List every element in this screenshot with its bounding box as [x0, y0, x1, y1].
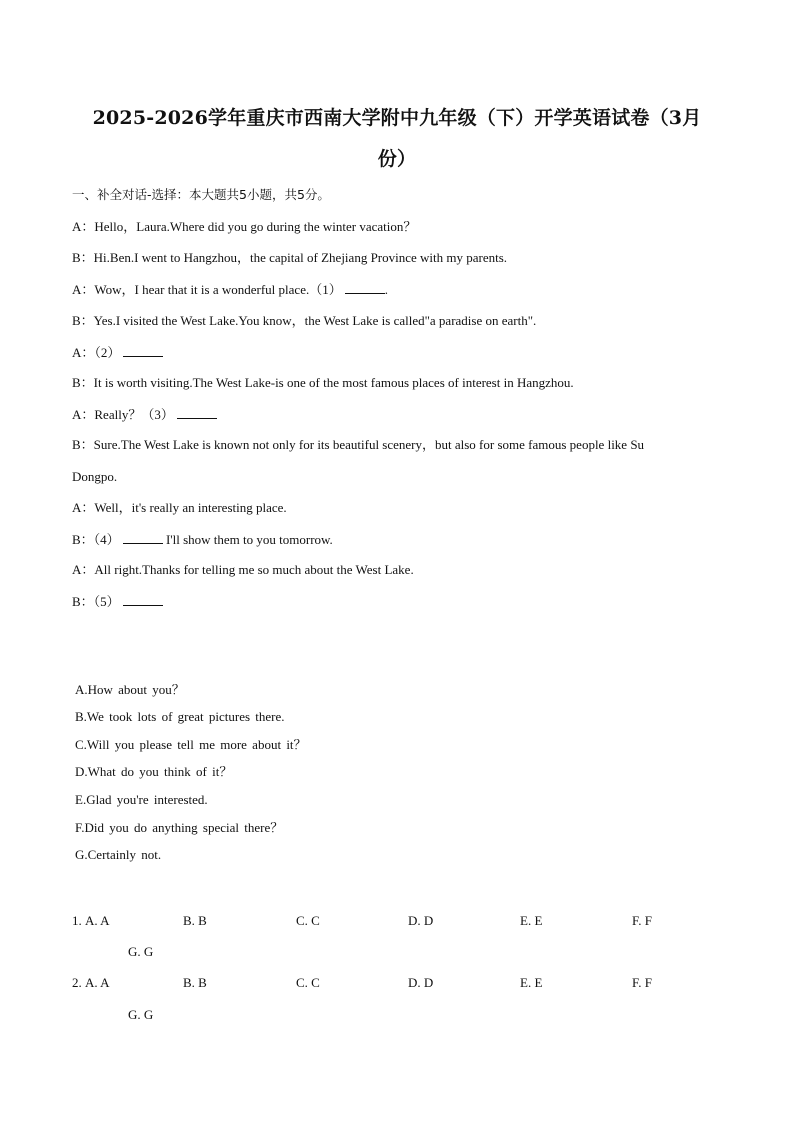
option-c: C.Will you please tell me more about it？	[75, 737, 307, 752]
dialogue-text: Hi.Ben.I went to Hangzhou，the capital of Zhejiang Province with my parents.	[93, 250, 508, 265]
choice-e[interactable]: E. E	[520, 913, 543, 928]
dialogue-line	[72, 592, 163, 611]
dialogue-text: All right.Thanks for telling me so much about the West Lake.	[94, 562, 414, 577]
dialogue-line-continued	[72, 468, 117, 486]
choice-f[interactable]: F. F	[632, 913, 652, 928]
choice-f[interactable]: F. F	[632, 975, 652, 990]
page-title: 2025-2026学年重庆市西南大学附中九年级（下）开学英语试卷（3月	[92, 107, 702, 129]
choice-c[interactable]: C. C	[296, 913, 320, 928]
dialogue-text: Sure.The West Lake is known not only for its beautiful scenery，but also for some famous people like Su	[93, 437, 645, 452]
speaker-label: A：	[72, 345, 95, 360]
choice-d[interactable]: D. D	[408, 913, 434, 928]
answer-blank-3[interactable]	[177, 405, 217, 419]
question-2-number: 2.	[72, 975, 82, 990]
dialogue-text: Dongpo.	[72, 469, 118, 484]
speaker-label: A：	[72, 407, 95, 422]
dialogue-text: （5）	[93, 594, 120, 609]
speaker-label: B：	[72, 375, 94, 390]
choice-b[interactable]: B. B	[183, 975, 207, 990]
speaker-label: B：	[72, 437, 94, 452]
dialogue-line	[72, 249, 507, 267]
choice-g[interactable]: G. G	[128, 1007, 154, 1022]
dialogue-text: Wow，I hear that it is a wonderful place.（1）	[94, 282, 342, 297]
question-1-number: 1.	[72, 913, 82, 928]
option-e: E.Glad you're interested.	[75, 792, 208, 807]
speaker-label: A：	[72, 562, 95, 577]
choice-c[interactable]: C. C	[296, 975, 320, 990]
dialogue-text: It is worth visiting.The West Lake-is one of the most famous places of interest in Hangzhou.	[93, 375, 574, 390]
dialogue-text-after: I'll show them to you tomorrow.	[165, 532, 333, 547]
dialogue-line	[72, 218, 416, 236]
dialogue-text: Yes.I visited the West Lake.You know，the West Lake is called"a paradise on earth".	[93, 313, 537, 328]
choice-e[interactable]: E. E	[520, 975, 543, 990]
speaker-label: B：	[72, 594, 94, 609]
option-f: F.Did you do anything special there？	[75, 820, 284, 835]
dialogue-line	[72, 561, 414, 579]
choice-g[interactable]: G. G	[128, 944, 154, 959]
dialogue-line	[72, 405, 217, 424]
option-a: A.How about you？	[75, 682, 185, 697]
section-heading: 一、补全对话-选择：本大题共5小题，共5分。	[72, 187, 330, 202]
answer-blank-1[interactable]	[345, 280, 385, 294]
answer-blank-4[interactable]	[123, 530, 163, 544]
answer-blank-5[interactable]	[123, 592, 163, 606]
dialogue-text: （4）	[93, 532, 120, 547]
dialogue-text: Really？（3）	[94, 407, 174, 422]
speaker-label: A：	[72, 500, 95, 515]
speaker-label: B：	[72, 250, 94, 265]
speaker-label: B：	[72, 313, 94, 328]
dialogue-line	[72, 530, 333, 549]
answer-blank-2[interactable]	[123, 343, 163, 357]
dialogue-text-after: .	[384, 282, 388, 297]
dialogue-line	[72, 280, 388, 299]
speaker-label: A：	[72, 282, 95, 297]
choice-d[interactable]: D. D	[408, 975, 434, 990]
dialogue-line	[72, 343, 163, 362]
choice-a[interactable]: A. A	[85, 913, 110, 928]
dialogue-line	[72, 499, 287, 517]
option-d: D.What do you think of it？	[75, 764, 233, 779]
choice-b[interactable]: B. B	[183, 913, 207, 928]
page-title-continued: 份）	[377, 148, 417, 170]
dialogue-line	[72, 436, 644, 454]
dialogue-line	[72, 374, 574, 392]
dialogue-line	[72, 312, 536, 330]
speaker-label: A：	[72, 219, 95, 234]
dialogue-text: Hello，Laura.Where did you go during the winter vacation？	[94, 219, 417, 234]
option-b: B.We took lots of great pictures there.	[75, 709, 285, 724]
speaker-label: B：	[72, 532, 94, 547]
dialogue-text: Well，it's really an interesting place.	[94, 500, 287, 515]
choice-a[interactable]: A. A	[85, 975, 110, 990]
dialogue-text: （2）	[94, 345, 121, 360]
option-g: G.Certainly not.	[75, 847, 162, 862]
